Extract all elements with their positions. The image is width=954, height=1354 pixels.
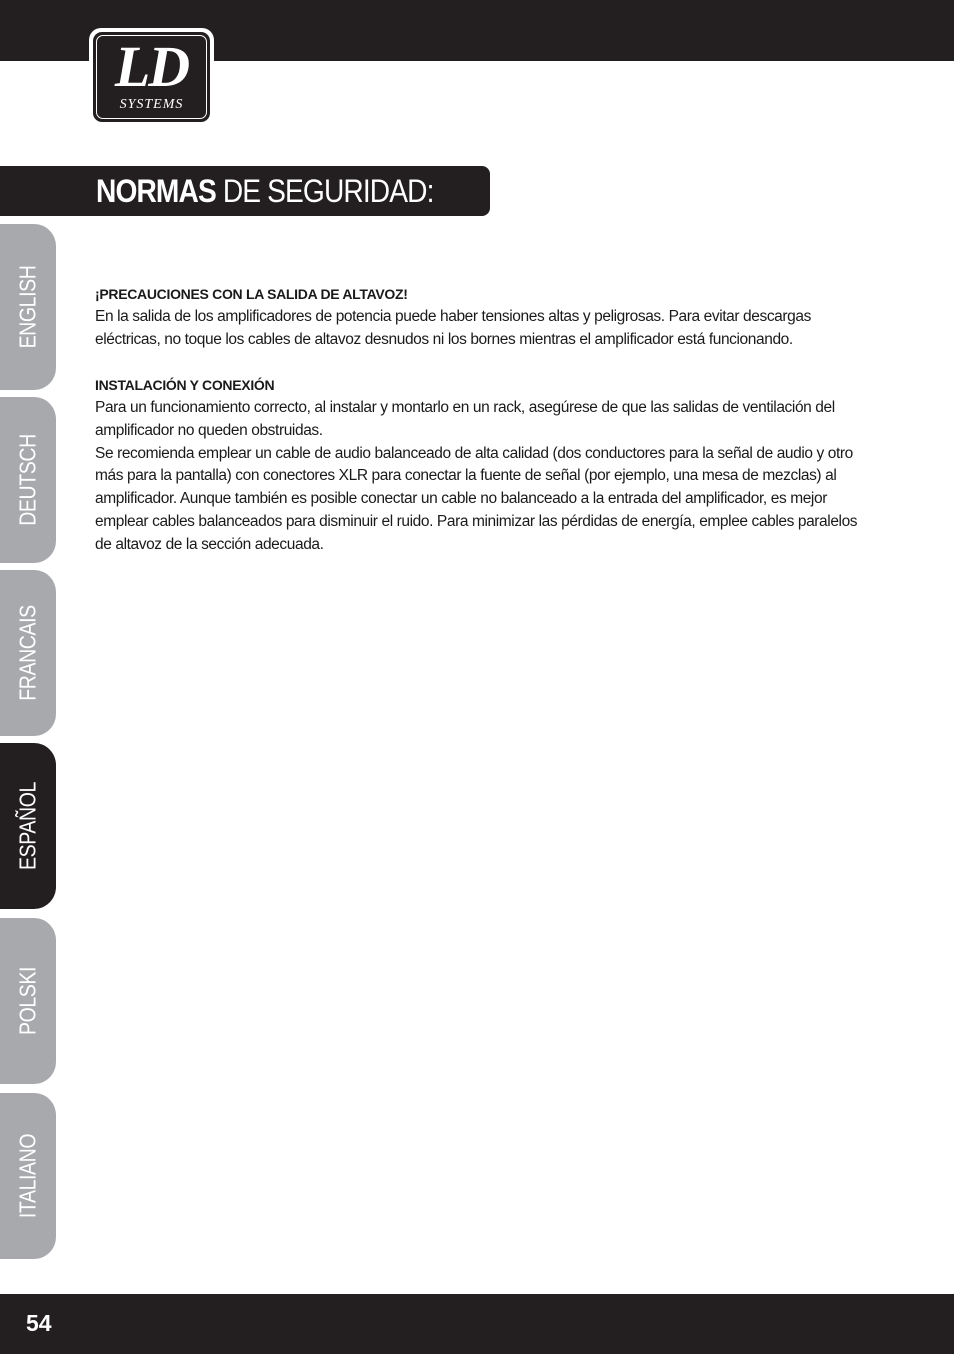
tab-polski[interactable] bbox=[0, 918, 56, 1084]
tab-label: DEUTSCH bbox=[14, 434, 41, 526]
tab-label: POLSKI bbox=[14, 966, 41, 1036]
paragraph-spacer bbox=[95, 351, 865, 374]
tab-label: ENGLISH bbox=[14, 265, 41, 349]
tab-english[interactable] bbox=[0, 224, 56, 390]
section-heading-speaker-output: ¡PRECAUCIONES CON LA SALIDA DE ALTAVOZ! bbox=[95, 286, 408, 302]
page-title bbox=[96, 168, 434, 214]
page-number: 54 bbox=[26, 1310, 52, 1336]
logo-text: LD bbox=[114, 34, 189, 99]
footer-bar bbox=[0, 1294, 954, 1354]
tab-label: FRANCAIS bbox=[14, 605, 41, 701]
logo-subtext: SYSTEMS bbox=[119, 97, 184, 112]
paragraph: Se recomienda emplear un cable de audio balanceado de alta calidad (dos conductores para la señal de audio y otro más para la pantalla) con conectores XLR para conectar la fuente de señal (por ejemplo, una mesa de mezclas) al amplificador. Aunque también es posible conectar un cable no balanceado a la entrada del amplificador, es mejor emplear cables balanceados para disminuir el ruido. Para minimizar las pérdidas de energía, emplee cables paralelos de altavoz de la sección adecuada. bbox=[95, 444, 858, 553]
logo-badge bbox=[93, 32, 210, 122]
tab-francais[interactable] bbox=[0, 570, 56, 736]
paragraph: En la salida de los amplificadores de potencia puede haber tensiones altas y peligrosas. Para evitar descargas eléctricas, no toque los cables de altavoz desnudos ni los bornes mientras el amplificador está funcionando. bbox=[95, 307, 811, 348]
paragraph: Para un funcionamiento correcto, al instalar y montarlo en un rack, asegúrese de que las salidas de ventilación del amplificador no queden obstruidas. bbox=[95, 398, 835, 439]
ld-systems-logo bbox=[89, 28, 214, 126]
tab-deutsch[interactable] bbox=[0, 397, 56, 563]
section-heading-installation: INSTALACIÓN Y CONEXIÓN bbox=[95, 377, 275, 394]
tab-espanol[interactable] bbox=[0, 743, 56, 909]
page-title-rest: DE SEGURIDAD: bbox=[215, 173, 434, 209]
page-title-bold: NORMAS bbox=[96, 173, 216, 209]
tab-italiano[interactable] bbox=[0, 1093, 56, 1259]
content-body bbox=[95, 283, 865, 557]
tab-label: ESPAÑOL bbox=[14, 782, 41, 870]
tab-label: ITALIANO bbox=[14, 1133, 41, 1219]
